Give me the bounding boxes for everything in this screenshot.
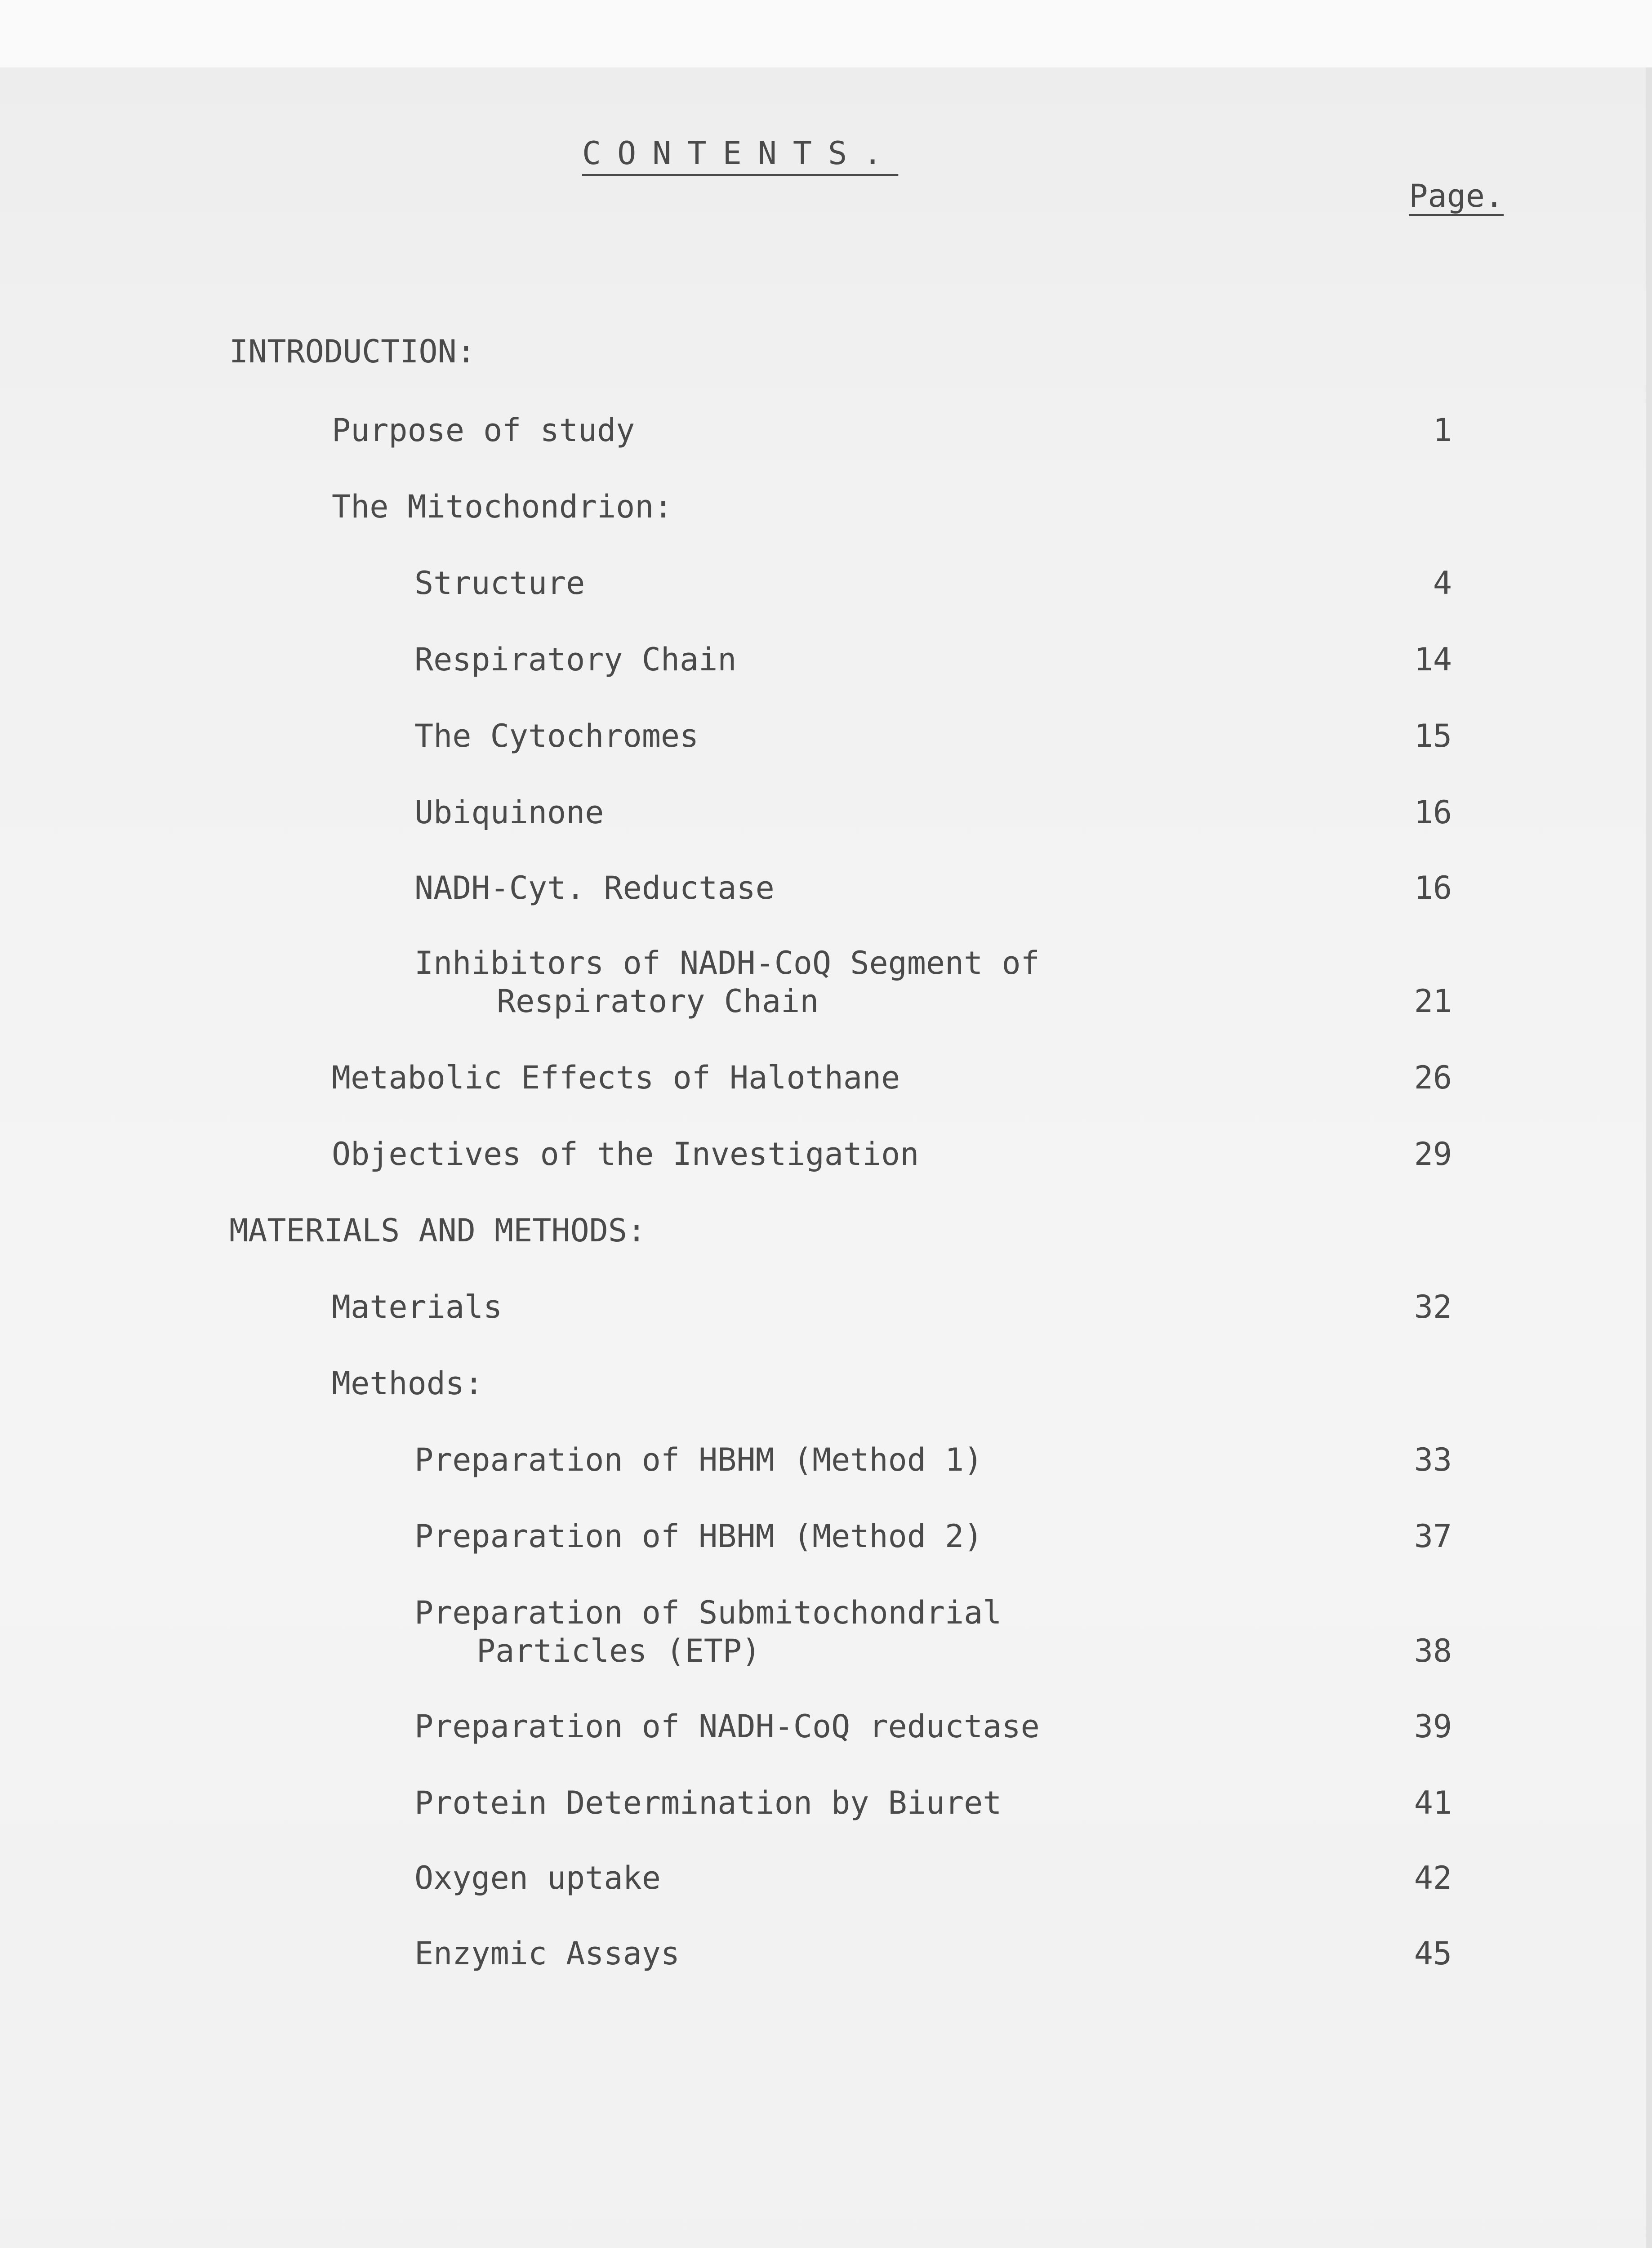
toc-entry: NADH-Cyt. Reductase	[414, 870, 775, 906]
toc-entry: Objectives of the Investigation	[332, 1136, 919, 1173]
toc-entry: Enzymic Assays	[414, 1935, 680, 1972]
toc-entry: Materials	[332, 1289, 503, 1325]
toc-entry: Ubiquinone	[414, 794, 604, 831]
toc-page-number: 21	[1414, 983, 1452, 1020]
toc-entry: Oxygen uptake	[414, 1860, 661, 1896]
toc-page-number: 16	[1414, 870, 1452, 906]
toc-page-number: 29	[1414, 1136, 1452, 1173]
toc-entry: Respiratory Chain	[414, 641, 737, 678]
toc-page-number: 42	[1414, 1860, 1452, 1896]
toc-entry-continuation: Respiratory Chain	[497, 983, 819, 1020]
toc-page-number: 4	[1433, 565, 1452, 602]
toc-page-number: 38	[1414, 1632, 1452, 1669]
toc-page-number: 41	[1414, 1784, 1452, 1821]
toc-entry: Structure	[414, 565, 585, 602]
page-column-label: Page.	[1409, 178, 1504, 214]
section-heading-materials-methods: MATERIALS AND METHODS:	[229, 1212, 646, 1249]
toc-page-number: 45	[1414, 1935, 1452, 1972]
toc-entry: Metabolic Effects of Halothane	[332, 1059, 900, 1096]
page-edge-shadow	[1646, 67, 1652, 2248]
toc-page-number: 15	[1414, 718, 1452, 754]
toc-entry: Protein Determination by Biuret	[414, 1784, 1002, 1821]
toc-page-number: 26	[1414, 1059, 1452, 1096]
toc-entry-continuation: Particles (ETP)	[476, 1632, 761, 1669]
toc-page-number: 32	[1414, 1289, 1452, 1325]
toc-page-number: 14	[1414, 641, 1452, 678]
toc-entry: Preparation of HBHM (Method 2)	[414, 1518, 983, 1555]
subsection-heading-methods: Methods:	[332, 1365, 484, 1402]
toc-page-number: 33	[1414, 1441, 1452, 1478]
toc-entry: Preparation of HBHM (Method 1)	[414, 1441, 983, 1478]
contents-heading: CONTENTS.	[582, 135, 899, 172]
toc-page-number: 1	[1433, 412, 1452, 449]
toc-page-number: 16	[1414, 794, 1452, 831]
subsection-heading-mitochondrion: The Mitochondrion:	[332, 488, 673, 525]
toc-entry: Preparation of NADH-CoQ reductase	[414, 1708, 1040, 1745]
section-heading-introduction: INTRODUCTION:	[229, 333, 476, 370]
toc-page-number: 39	[1414, 1708, 1452, 1745]
toc-entry: Preparation of Submitochondrial	[414, 1594, 1002, 1631]
toc-entry: Purpose of study	[332, 412, 635, 449]
toc-page-number: 37	[1414, 1518, 1452, 1555]
toc-entry: Inhibitors of NADH-CoQ Segment of	[414, 945, 1040, 981]
toc-entry: The Cytochromes	[414, 718, 699, 754]
